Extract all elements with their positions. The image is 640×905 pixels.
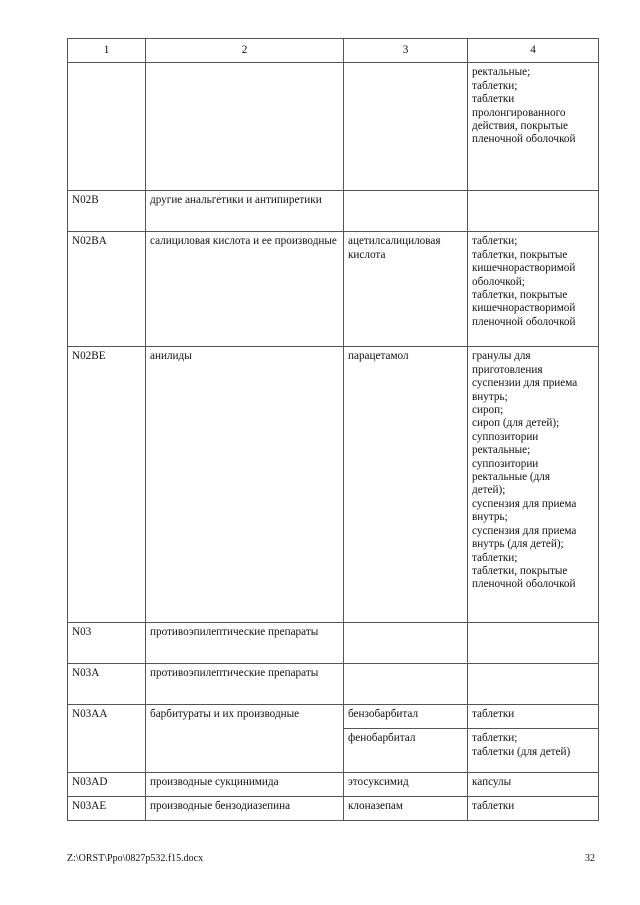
group-cell: барбитураты и их производные (146, 705, 344, 773)
form-line: гранулы для (472, 350, 531, 363)
form-line: таблетки (472, 800, 515, 813)
header-col-3: 3 (344, 39, 468, 63)
substance-cell (344, 191, 468, 232)
form-line: таблетки, покрытые (472, 564, 568, 577)
group-cell: другие анальгетики и антипиретики (146, 191, 344, 232)
atc-code-cell: N02BA (68, 232, 146, 347)
form-line: таблетки; (472, 551, 518, 564)
form-line: суппозитории (472, 457, 539, 470)
forms-cell (468, 773, 599, 797)
substance-cell (344, 623, 468, 664)
atc-code-cell: N02BE (68, 347, 146, 623)
form-line: таблетки (472, 93, 515, 106)
form-line: таблетки, покрытые (472, 248, 568, 261)
table-row (68, 623, 599, 664)
form-line: таблетки; (472, 79, 518, 92)
substance-cell (344, 63, 468, 191)
table-row (68, 191, 599, 232)
forms-cell (468, 664, 599, 705)
form-line: внутрь (для детей); (472, 538, 564, 551)
form-line: суспензии для приема (472, 377, 578, 390)
form-line: внутрь; (472, 390, 508, 403)
atc-code-cell: N03AD (68, 773, 146, 797)
table-row (68, 347, 599, 623)
form-line: таблетки; (472, 732, 518, 745)
forms-cell (468, 729, 599, 773)
atc-code-cell (68, 63, 146, 191)
form-line: суспензия для приема (472, 524, 577, 537)
form-line: оболочкой; (472, 275, 525, 288)
footer-file-path: Z:\ORST\Ppo\0827p532.f15.docx (67, 853, 204, 864)
form-line: таблетки, покрытые (472, 289, 568, 302)
form-line: действия, покрытые (472, 120, 569, 133)
atc-code-cell: N03A (68, 664, 146, 705)
form-line: ректальные; (472, 66, 531, 79)
footer-page-number: 32 (585, 853, 595, 864)
forms-cell (468, 63, 599, 191)
form-line: приготовления (472, 363, 543, 376)
substance-cell: фенобарбитал (344, 729, 468, 773)
table-row (68, 705, 599, 729)
form-line: кишечнорастворимой (472, 262, 576, 275)
table-row (68, 63, 599, 191)
forms-cell (468, 191, 599, 232)
form-line: сироп (для детей); (472, 417, 560, 430)
form-line: ректальные; (472, 444, 531, 457)
atc-code-cell: N03 (68, 623, 146, 664)
substance-cell: клоназепам (344, 797, 468, 821)
table-row (68, 664, 599, 705)
table-row (68, 797, 599, 821)
group-cell: производные сукцинимида (146, 773, 344, 797)
table-row (68, 232, 599, 347)
forms-cell (468, 623, 599, 664)
substance-cell (344, 664, 468, 705)
form-line: внутрь; (472, 511, 508, 524)
form-line: ректальные (для (472, 471, 551, 484)
form-line: пролонгированного (472, 106, 566, 119)
group-cell: противоэпилептические препараты (146, 623, 344, 664)
atc-code-cell: N02B (68, 191, 146, 232)
group-cell: салициловая кислота и ее производные (146, 232, 344, 347)
form-line: пленочной оболочкой (472, 133, 576, 146)
form-line: суппозитории (472, 430, 539, 443)
table-row (68, 773, 599, 797)
form-line: суспензия для приема (472, 497, 577, 510)
form-line: таблетки; (472, 235, 518, 248)
header-col-2: 2 (146, 39, 344, 63)
table-header-row (68, 39, 599, 63)
substance-cell: парацетамол (344, 347, 468, 623)
forms-cell (468, 347, 599, 623)
form-line: таблетки (для детей) (472, 745, 571, 758)
substance-cell: ацетилсалициловая кислота (344, 232, 468, 347)
forms-cell (468, 705, 599, 729)
group-cell (146, 63, 344, 191)
group-cell: анилиды (146, 347, 344, 623)
forms-cell (468, 232, 599, 347)
form-line: капсулы (472, 776, 512, 789)
form-line: сироп; (472, 404, 504, 417)
group-cell: производные бензодиазепина (146, 797, 344, 821)
atc-code-cell: N03AE (68, 797, 146, 821)
form-line: детей); (472, 484, 506, 497)
forms-cell (468, 797, 599, 821)
group-cell: противоэпилептические препараты (146, 664, 344, 705)
drug-table (67, 38, 599, 821)
form-line: пленочной оболочкой (472, 315, 576, 328)
form-line: пленочной оболочкой (472, 578, 576, 591)
form-line: таблетки (472, 708, 515, 721)
header-col-1: 1 (68, 39, 146, 63)
substance-cell: этосуксимид (344, 773, 468, 797)
atc-code-cell: N03AA (68, 705, 146, 773)
header-col-4: 4 (468, 39, 599, 63)
substance-cell: бензобарбитал (344, 705, 468, 729)
form-line: кишечнорастворимой (472, 302, 576, 315)
